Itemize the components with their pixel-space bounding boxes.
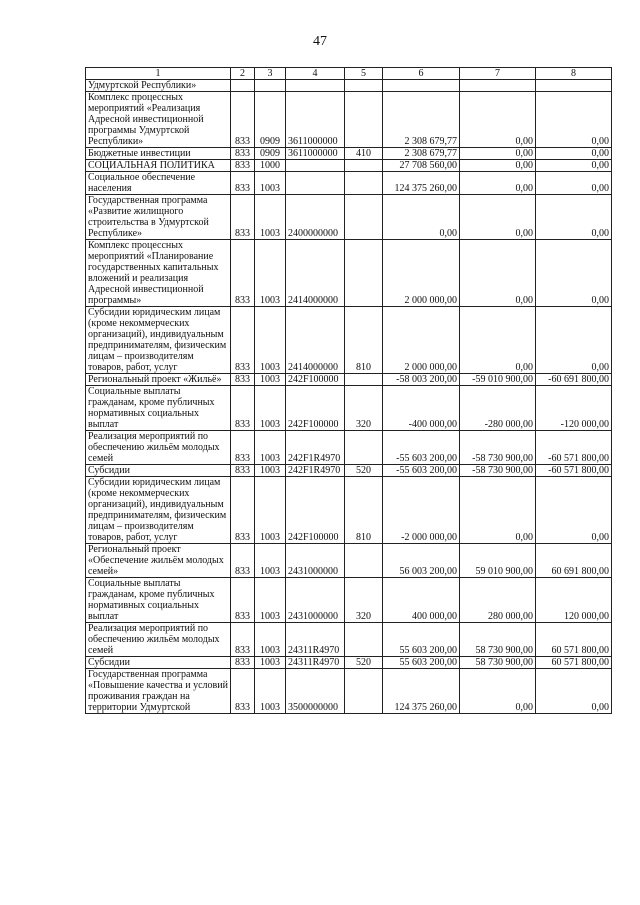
row-amount-col8: -120 000,00 [536, 386, 612, 431]
row-expense-code [345, 623, 383, 657]
row-section-code: 0909 [255, 148, 286, 160]
row-section-code: 1003 [255, 544, 286, 578]
row-target-code: 242F100000 [286, 386, 345, 431]
row-amount-col8: -60 571 800,00 [536, 431, 612, 465]
row-section-code: 1003 [255, 240, 286, 307]
row-expense-code [345, 431, 383, 465]
row-amount-col6: -2 000 000,00 [383, 477, 460, 544]
row-target-code: 2400000000 [286, 195, 345, 240]
row-amount-col6: 2 308 679,77 [383, 92, 460, 148]
header-cell: 5 [345, 68, 383, 80]
row-expense-code: 810 [345, 477, 383, 544]
row-amount-col8: 60 571 800,00 [536, 657, 612, 669]
row-target-code: 3611000000 [286, 148, 345, 160]
row-target-code [286, 160, 345, 172]
row-amount-col7: 0,00 [460, 477, 536, 544]
row-name: Удмуртской Республики» [86, 80, 231, 92]
header-cell: 8 [536, 68, 612, 80]
row-target-code: 242F100000 [286, 374, 345, 386]
row-gr-code: 833 [231, 172, 255, 195]
row-amount-col7 [460, 80, 536, 92]
row-amount-col7: 0,00 [460, 92, 536, 148]
row-section-code: 1003 [255, 669, 286, 714]
row-amount-col8: 120 000,00 [536, 578, 612, 623]
row-gr-code: 833 [231, 92, 255, 148]
row-amount-col7: 0,00 [460, 669, 536, 714]
row-target-code: 24311R4970 [286, 623, 345, 657]
table-row [86, 80, 612, 92]
row-amount-col7: 0,00 [460, 160, 536, 172]
row-amount-col8: 0,00 [536, 92, 612, 148]
row-name: Комплекс процессных мероприятий «Планирование государственных капитальных вложений и реализация Адресной инвестиционной программы» [86, 240, 231, 307]
row-expense-code: 320 [345, 386, 383, 431]
row-amount-col6: 55 603 200,00 [383, 623, 460, 657]
row-amount-col7: 0,00 [460, 195, 536, 240]
row-gr-code: 833 [231, 148, 255, 160]
row-gr-code: 833 [231, 669, 255, 714]
row-section-code: 1003 [255, 465, 286, 477]
row-section-code: 1003 [255, 374, 286, 386]
row-target-code: 3611000000 [286, 92, 345, 148]
row-name: Бюджетные инвестиции [86, 148, 231, 160]
row-gr-code: 833 [231, 544, 255, 578]
row-section-code: 1000 [255, 160, 286, 172]
row-gr-code: 833 [231, 477, 255, 544]
row-amount-col8: 0,00 [536, 172, 612, 195]
row-name: Региональный проект «Обеспечение жильём молодых семей» [86, 544, 231, 578]
row-section-code [255, 80, 286, 92]
row-amount-col7: -58 730 900,00 [460, 465, 536, 477]
header-cell: 7 [460, 68, 536, 80]
row-target-code: 2414000000 [286, 240, 345, 307]
row-target-code: 242F1R4970 [286, 465, 345, 477]
row-gr-code: 833 [231, 374, 255, 386]
table-row [86, 465, 612, 477]
row-amount-col6: 124 375 260,00 [383, 172, 460, 195]
row-amount-col8: 0,00 [536, 477, 612, 544]
row-amount-col6: -55 603 200,00 [383, 431, 460, 465]
row-section-code: 1003 [255, 578, 286, 623]
row-amount-col7: -59 010 900,00 [460, 374, 536, 386]
row-gr-code: 833 [231, 195, 255, 240]
table-row [86, 623, 612, 657]
row-section-code: 1003 [255, 657, 286, 669]
row-amount-col6: 2 000 000,00 [383, 307, 460, 374]
row-gr-code: 833 [231, 623, 255, 657]
row-section-code: 1003 [255, 623, 286, 657]
row-amount-col6: -55 603 200,00 [383, 465, 460, 477]
table-row [86, 195, 612, 240]
row-amount-col8: 0,00 [536, 160, 612, 172]
row-target-code [286, 80, 345, 92]
header-cell: 3 [255, 68, 286, 80]
row-gr-code: 833 [231, 307, 255, 374]
row-amount-col7: 0,00 [460, 307, 536, 374]
header-cell: 2 [231, 68, 255, 80]
row-expense-code [345, 172, 383, 195]
row-section-code: 1003 [255, 172, 286, 195]
row-name: Социальные выплаты гражданам, кроме публичных нормативных социальных выплат [86, 578, 231, 623]
row-name: Социальное обеспечение населения [86, 172, 231, 195]
row-expense-code [345, 160, 383, 172]
row-gr-code: 833 [231, 240, 255, 307]
row-gr-code [231, 80, 255, 92]
row-expense-code [345, 374, 383, 386]
table-row [86, 544, 612, 578]
table-row [86, 240, 612, 307]
row-target-code: 242F100000 [286, 477, 345, 544]
row-gr-code: 833 [231, 465, 255, 477]
row-name: Субсидии [86, 657, 231, 669]
row-amount-col7: 58 730 900,00 [460, 623, 536, 657]
row-amount-col7: -58 730 900,00 [460, 431, 536, 465]
row-amount-col6: 56 003 200,00 [383, 544, 460, 578]
row-amount-col8: 60 571 800,00 [536, 623, 612, 657]
row-expense-code [345, 195, 383, 240]
row-name: Реализация мероприятий по обеспечению жильём молодых семей [86, 623, 231, 657]
row-amount-col6: 0,00 [383, 195, 460, 240]
row-name: Субсидии юридическим лицам (кроме некоммерческих организаций), индивидуальным предпринимателям, физическим лицам – производителям товаров, работ, услуг [86, 307, 231, 374]
row-amount-col8: 0,00 [536, 148, 612, 160]
row-amount-col8: 0,00 [536, 240, 612, 307]
row-section-code: 1003 [255, 431, 286, 465]
row-amount-col7: 0,00 [460, 172, 536, 195]
row-amount-col6: -58 003 200,00 [383, 374, 460, 386]
row-expense-code [345, 669, 383, 714]
row-amount-col6: -400 000,00 [383, 386, 460, 431]
row-amount-col8 [536, 80, 612, 92]
table-row [86, 148, 612, 160]
row-amount-col6: 400 000,00 [383, 578, 460, 623]
row-target-code: 3500000000 [286, 669, 345, 714]
row-amount-col6: 2 000 000,00 [383, 240, 460, 307]
table-row [86, 431, 612, 465]
row-amount-col7: 58 730 900,00 [460, 657, 536, 669]
row-section-code: 1003 [255, 195, 286, 240]
row-amount-col6: 55 603 200,00 [383, 657, 460, 669]
row-amount-col6: 27 708 560,00 [383, 160, 460, 172]
row-name: Субсидии юридическим лицам (кроме некоммерческих организаций), индивидуальным предпринимателям, физическим лицам – производителям товаров, работ, услуг [86, 477, 231, 544]
table-row [86, 386, 612, 431]
row-expense-code [345, 80, 383, 92]
row-amount-col8: 0,00 [536, 669, 612, 714]
row-target-code: 2414000000 [286, 307, 345, 374]
row-amount-col8: 60 691 800,00 [536, 544, 612, 578]
row-section-code: 0909 [255, 92, 286, 148]
row-expense-code: 320 [345, 578, 383, 623]
header-cell: 6 [383, 68, 460, 80]
row-target-code: 2431000000 [286, 578, 345, 623]
table-row [86, 657, 612, 669]
table-header-row [86, 68, 612, 80]
row-amount-col8: -60 691 800,00 [536, 374, 612, 386]
row-expense-code [345, 240, 383, 307]
row-name: Государственная программа «Повышение качества и условий проживания граждан на территории Удмуртской [86, 669, 231, 714]
row-gr-code: 833 [231, 657, 255, 669]
header-cell: 4 [286, 68, 345, 80]
row-amount-col7: 0,00 [460, 148, 536, 160]
row-name: Комплекс процессных мероприятий «Реализация Адресной инвестиционной программы Удмуртской Республики» [86, 92, 231, 148]
row-amount-col7: 59 010 900,00 [460, 544, 536, 578]
row-target-code: 24311R4970 [286, 657, 345, 669]
row-amount-col8: 0,00 [536, 307, 612, 374]
row-name: Реализация мероприятий по обеспечению жильём молодых семей [86, 431, 231, 465]
row-section-code: 1003 [255, 477, 286, 544]
row-target-code [286, 172, 345, 195]
row-amount-col7: 280 000,00 [460, 578, 536, 623]
row-name: Государственная программа «Развитие жилищного строительства в Удмуртской Республике» [86, 195, 231, 240]
row-name: Социальные выплаты гражданам, кроме публичных нормативных социальных выплат [86, 386, 231, 431]
row-name: Региональный проект «Жильё» [86, 374, 231, 386]
table-row [86, 669, 612, 714]
table-row [86, 477, 612, 544]
row-amount-col7: -280 000,00 [460, 386, 536, 431]
row-section-code: 1003 [255, 307, 286, 374]
table-row [86, 307, 612, 374]
row-gr-code: 833 [231, 386, 255, 431]
row-amount-col8: -60 571 800,00 [536, 465, 612, 477]
row-gr-code: 833 [231, 578, 255, 623]
budget-table [85, 67, 612, 714]
row-expense-code [345, 544, 383, 578]
row-gr-code: 833 [231, 431, 255, 465]
row-expense-code: 520 [345, 657, 383, 669]
row-target-code: 242F1R4970 [286, 431, 345, 465]
row-expense-code: 410 [345, 148, 383, 160]
row-target-code: 2431000000 [286, 544, 345, 578]
row-expense-code: 520 [345, 465, 383, 477]
row-amount-col7: 0,00 [460, 240, 536, 307]
row-amount-col6: 124 375 260,00 [383, 669, 460, 714]
row-amount-col8: 0,00 [536, 195, 612, 240]
table-row [86, 92, 612, 148]
row-expense-code [345, 92, 383, 148]
page-number: 47 [313, 34, 327, 49]
table-row [86, 374, 612, 386]
header-cell: 1 [86, 68, 231, 80]
table-row [86, 160, 612, 172]
table-row [86, 172, 612, 195]
row-gr-code: 833 [231, 160, 255, 172]
row-amount-col6 [383, 80, 460, 92]
row-name: Субсидии [86, 465, 231, 477]
row-expense-code: 810 [345, 307, 383, 374]
row-section-code: 1003 [255, 386, 286, 431]
table-row [86, 578, 612, 623]
row-amount-col6: 2 308 679,77 [383, 148, 460, 160]
row-name: СОЦИАЛЬНАЯ ПОЛИТИКА [86, 160, 231, 172]
